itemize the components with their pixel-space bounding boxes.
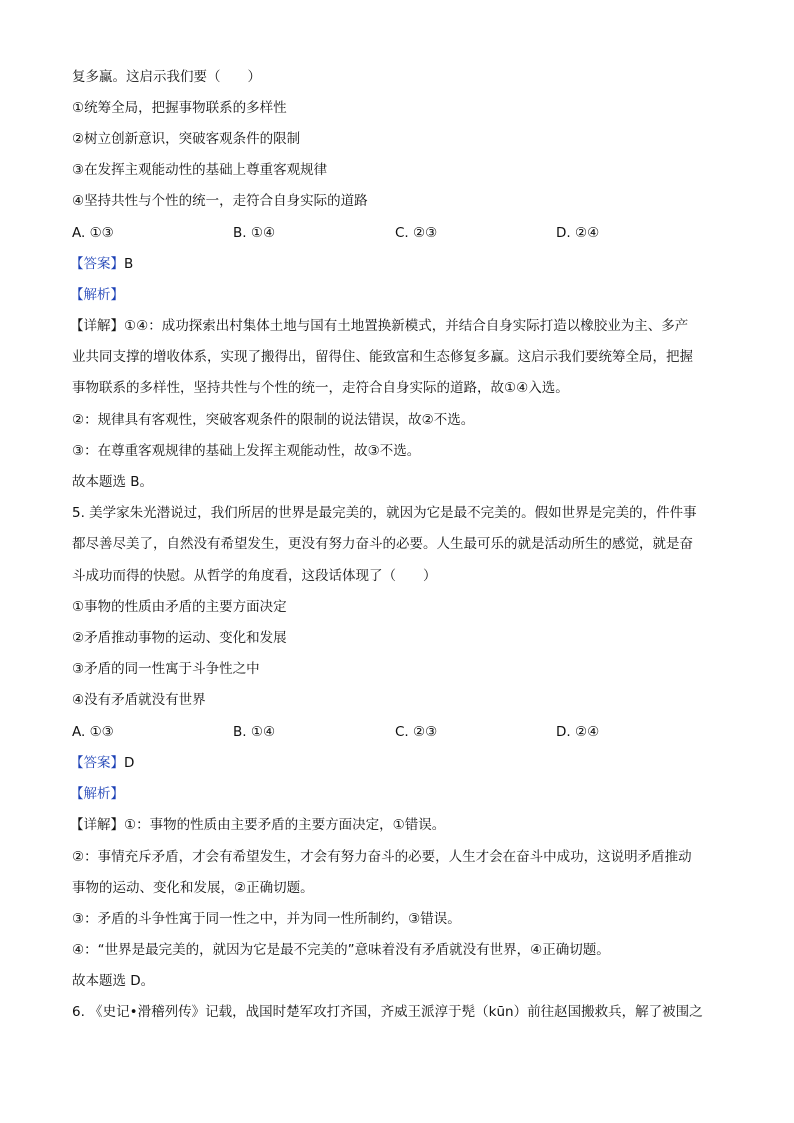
answer-value: B (124, 256, 134, 272)
q5-option-d: D. ②④ (556, 724, 600, 740)
detail-text: ①：事物的性质由主要矛盾的主要方面决定，①错误。 (124, 817, 446, 833)
q5-answer (70, 753, 134, 773)
q5-detail-line-3: 事物的运动、变化和发展，②正确切题。 (72, 880, 314, 896)
q4-detail-line-3: 事物联系的多样性，坚持共性与个性的统一，走符合自身实际的道路，故①④入选。 (72, 380, 569, 396)
q5-detail-line-1 (70, 815, 445, 835)
q5-stem-line-3: 斗成功而得的快慰。从哲学的角度看，这段话体现了（ ） (72, 568, 437, 584)
q5-detail-line-5: ④：“世界是最完美的，就因为它是最不完美的”意味着没有矛盾就没有世界，④正确切题。 (72, 942, 610, 958)
q4-item-4: ④坚持共性与个性的统一，走符合自身实际的道路 (72, 193, 368, 209)
analysis-tag: 【解析】 (70, 786, 124, 802)
q5-stem-line-1: 5. 美学家朱光潜说过，我们所居的世界是最完美的，就因为它是最不完美的。假如世界是完美的，件件事 (72, 505, 697, 521)
detail-tag: 【详解】 (70, 817, 124, 833)
q4-option-d: D. ②④ (556, 225, 600, 241)
q5-option-a: A. ①③ (72, 724, 114, 740)
q4-item-1: ①统筹全局，把握事物联系的多样性 (72, 100, 287, 116)
q5-item-2: ②矛盾推动事物的运动、变化和发展 (72, 630, 287, 646)
q5-analysis-tag (70, 784, 124, 804)
q4-conclusion: 故本题选 B。 (72, 474, 154, 490)
analysis-tag: 【解析】 (70, 287, 124, 303)
q4-detail-line-1 (70, 316, 688, 336)
q5-option-b: B. ①④ (233, 724, 276, 740)
q4-detail-line-2: 业共同支撑的增收体系，实现了搬得出，留得住、能致富和生态修复多赢。这启示我们要统筹全局，把握 (72, 349, 693, 365)
q4-option-c: C. ②③ (395, 225, 438, 241)
q4-note-2: ②：规律具有客观性，突破客观条件的限制的说法错误，故②不选。 (72, 412, 475, 428)
q4-stem-tail: 复多赢。这启示我们要（ ） (72, 69, 261, 85)
q5-conclusion: 故本题选 D。 (72, 973, 155, 989)
detail-tag: 【详解】 (70, 318, 124, 334)
q5-detail-line-2: ②：事情充斥矛盾，才会有希望发生，才会有努力奋斗的必要，人生才会在奋斗中成功，这说明矛盾推动 (72, 849, 692, 865)
q4-option-a: A. ①③ (72, 225, 114, 241)
detail-text: ①④：成功探索出村集体土地与国有土地置换新模式，并结合自身实际打造以橡胶业为主、多产 (124, 318, 689, 334)
q5-item-1: ①事物的性质由矛盾的主要方面决定 (72, 599, 287, 615)
q5-detail-line-4: ③：矛盾的斗争性寓于同一性之中，并为同一性所制约，③错误。 (72, 911, 461, 927)
answer-value: D (124, 755, 135, 771)
q4-item-2: ②树立创新意识，突破客观条件的限制 (72, 131, 301, 147)
q5-stem-line-2: 都尽善尽美了，自然没有希望发生，更没有努力奋斗的必要。人生最可乐的就是活动所生的感觉，就是奋 (72, 536, 693, 552)
answer-tag: 【答案】 (70, 755, 124, 771)
q4-option-b: B. ①④ (233, 225, 276, 241)
q6-stem-line-1: 6. 《史记•滑稽列传》记载，战国时楚军攻打齐国，齐威王派淳于髡（kūn）前往赵国搬救兵，解了被围之 (72, 1004, 703, 1020)
q4-analysis-tag (70, 285, 124, 305)
answer-tag: 【答案】 (70, 256, 124, 272)
q4-note-3: ③：在尊重客观规律的基础上发挥主观能动性，故③不选。 (72, 443, 421, 459)
q5-item-4: ④没有矛盾就没有世界 (72, 692, 206, 708)
q4-answer (70, 254, 133, 274)
q5-item-3: ③矛盾的同一性寓于斗争性之中 (72, 661, 260, 677)
q4-item-3: ③在发挥主观能动性的基础上尊重客观规律 (72, 162, 328, 178)
q5-option-c: C. ②③ (395, 724, 438, 740)
